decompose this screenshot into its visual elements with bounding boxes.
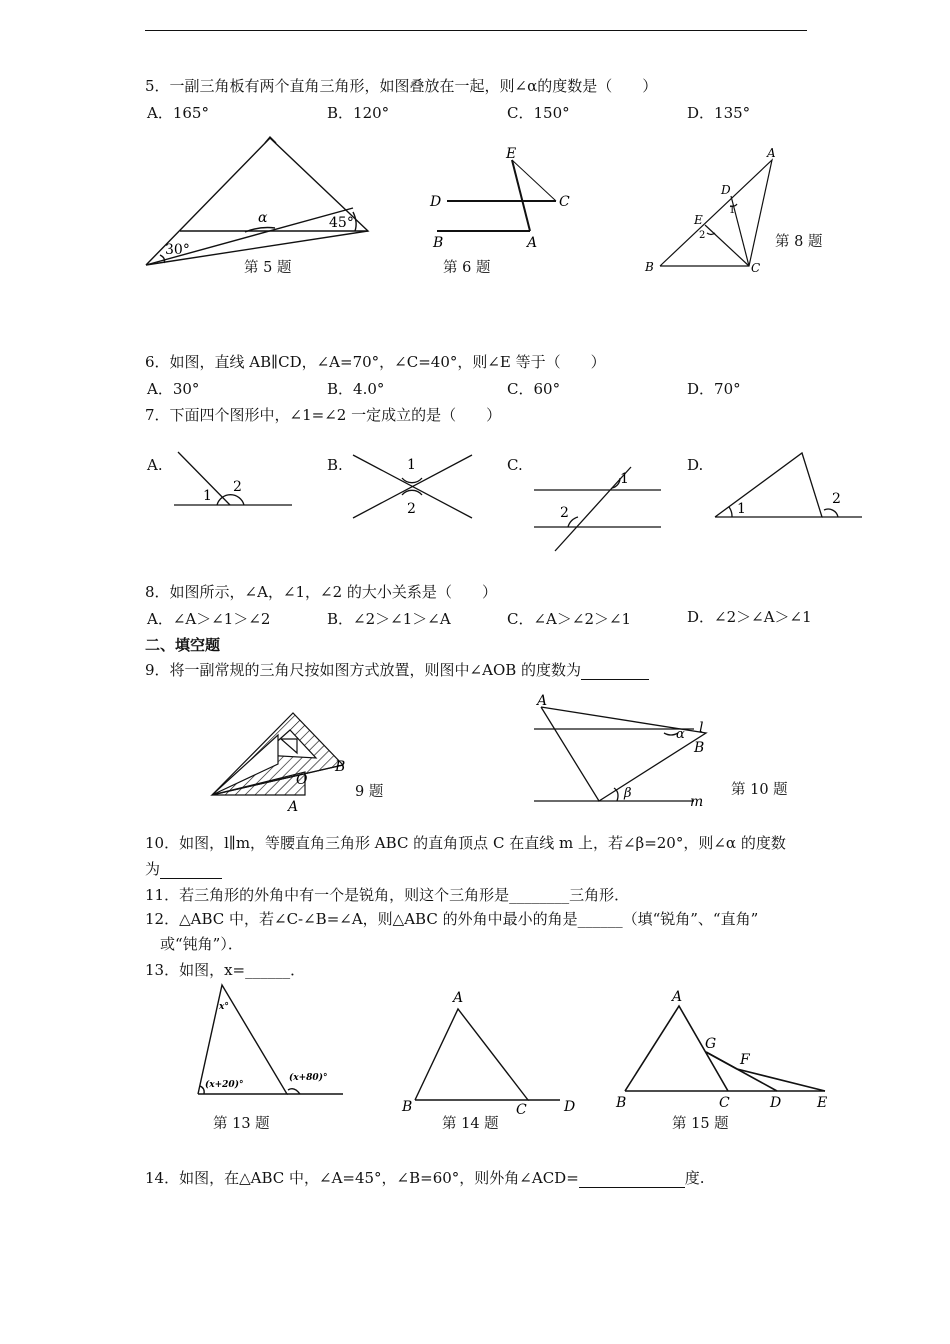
q14-label-c: C [516,1102,527,1118]
q7d-label-1: 1 [737,501,746,517]
q13-stem: 13．如图，x=______． [145,961,306,979]
q6-stem: 6．如图，直线 AB∥CD，∠A=70°，∠C=40°，则∠E 等于（ ） [145,353,606,371]
q15-label-a: A [672,989,683,1005]
q14-text-after: 度. [684,1169,705,1187]
q13-label-b: (x+80)° [289,1073,328,1083]
q12-stem-line2: 或“钝角”）． [160,935,243,953]
caption-q9: 9 题 [355,784,384,800]
q9-text: 9．将一副常规的三角尺按如图方式放置，则图中∠AOB 的度数为 [145,661,582,679]
q5-45-label: 45° [329,215,354,231]
q6-label-d: D [430,194,442,210]
q6-label-b: B [433,235,444,251]
q7a-label-2: 2 [233,479,242,495]
q5-30-label: 30° [165,242,190,258]
q8-option-b: B．∠2＞∠1＞∠A [327,610,451,628]
q8-label-e: E [694,213,703,227]
q7-option-b: B. [327,456,343,474]
q6-label-c: C [559,194,570,210]
q9-label-o: O [296,772,308,788]
q5-option-c: C．150° [507,104,570,122]
q10-label-beta: β [624,786,632,801]
q8-option-a: A．∠A＞∠1＞∠2 [147,610,271,628]
q6-option-a: A．30° [147,380,200,398]
caption-q5: 第 5 题 [244,260,292,276]
caption-q14: 第 14 题 [442,1116,499,1132]
q5-alpha-label: α [258,210,268,226]
q7b-label-2: 2 [407,501,416,517]
q6-option-c: C．60° [507,380,561,398]
q7-option-c: C. [507,456,523,474]
q8-label-2: 2 [699,230,706,241]
q7-stem: 7．下面四个图形中，∠1=∠2 一定成立的是（ ） [145,406,502,424]
caption-q6: 第 6 题 [443,260,491,276]
q6-option-b: B．4.0° [327,380,385,398]
caption-q8: 第 8 题 [775,234,823,250]
q5-option-a: A．165° [147,104,209,122]
q14-text: 14．如图，在△ABC 中，∠A=45°，∠B=60°，则外角∠ACD= [145,1169,579,1187]
q10-label-alpha: α [676,727,685,742]
q7b-label-1: 1 [407,457,416,473]
q15-label-e: E [817,1095,828,1111]
q5-option-d: D．135° [687,104,751,122]
section-title: 二、填空题 [145,636,221,654]
q9-label-b: B [335,759,346,775]
q7c-label-1: 1 [620,471,629,487]
q6-label-e: E [506,146,517,162]
q14-label-a: A [453,990,464,1006]
q15-label-b: B [616,1095,627,1111]
caption-q15: 第 15 题 [672,1116,729,1132]
q15-label-f: F [740,1052,750,1068]
q11-stem: 11．若三角形的外角中有一个是锐角，则这个三角形是________三角形． [145,886,630,904]
q13-label-a: (x+20)° [205,1080,244,1090]
q10-label-b: B [694,740,705,756]
q12-stem-line1: 12．△ABC 中，若∠C-∠B=∠A，则△ABC 的外角中最小的角是______（填“锐角”、“直角” [145,910,759,928]
q14-answer-blank[interactable] [579,1169,685,1188]
q8-option-c: C．∠A＞∠2＞∠1 [507,610,632,628]
q13-label-x: x° [219,1002,229,1012]
q7-option-a: A. [147,456,163,474]
q8-label-c: C [751,261,761,275]
q6-label-a: A [527,235,538,251]
caption-q10: 第 10 题 [731,782,788,798]
q7-option-d: D. [687,456,704,474]
q14-label-d: D [564,1099,576,1115]
q10-label-m: m [690,794,704,810]
q14-label-b: B [402,1099,413,1115]
q7d-label-2: 2 [832,491,841,507]
q10-label-a: A [537,693,548,709]
q10-stem-line1: 10．如图，l∥m，等腰直角三角形 ABC 的直角顶点 C 在直线 m 上，若∠β=20°，则∠α 的度数 [145,834,786,852]
caption-q13: 第 13 题 [213,1116,270,1132]
q10-text-wei: 为 [145,860,161,878]
q14-stem [145,1167,705,1188]
q5-option-b: B．120° [327,104,390,122]
q10-label-l: l [699,720,704,736]
q5-stem: 5．一副三角板有两个直角三角形，如图叠放在一起，则∠α的度数是（ ） [145,77,658,95]
q8-stem: 8．如图所示，∠A，∠1，∠2 的大小关系是（ ） [145,583,497,601]
q9-label-a: A [288,799,299,815]
q15-label-d: D [770,1095,782,1111]
q8-label-a: A [767,146,776,160]
q8-label-1: 1 [729,205,736,216]
q7a-label-1: 1 [203,488,212,504]
q6-option-d: D．70° [687,380,741,398]
q15-label-g: G [705,1036,717,1052]
q15-label-c: C [719,1095,730,1111]
q8-label-d: D [721,183,731,197]
q8-label-b: B [645,260,654,274]
q8-option-d: D．∠2＞∠A＞∠1 [687,608,812,626]
q7c-label-2: 2 [560,505,569,521]
